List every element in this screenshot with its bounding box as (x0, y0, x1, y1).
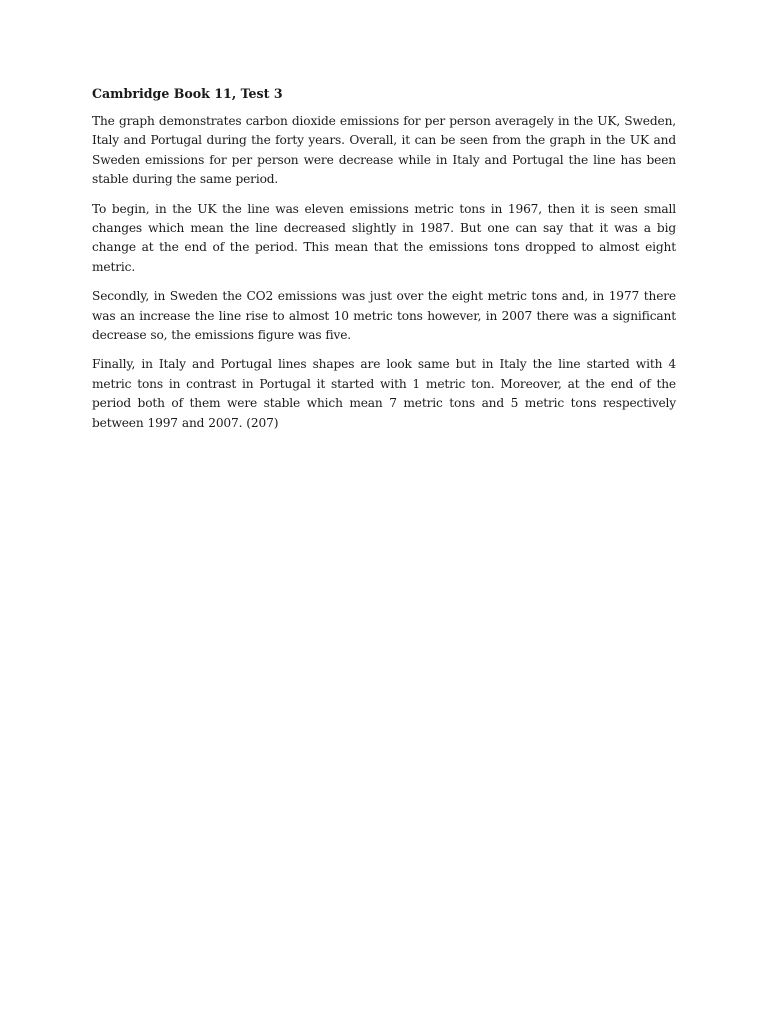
document-title: Cambridge Book 11, Test 3 (92, 86, 283, 101)
paragraph-sweden: Secondly, in Sweden the CO2 emissions was just over the eight metric tons and, in 1977 there was an increase the line rise to almost 10 metric tons however, in 2007 there was a significant decrease so, the emissions figure was five. (92, 289, 676, 343)
paragraph-introduction: The graph demonstrates carbon dioxide emissions for per person averagely in the UK, Sweden, Italy and Portugal during the forty years. Overall, it can be seen from the graph in the UK and Sweden emissions for per person were decrease while in Italy and Portugal the line has been stable during the same period. (92, 114, 676, 187)
paragraph-uk: To begin, in the UK the line was eleven emissions metric tons in 1967, then it is seen small changes which mean the line decreased slightly in 1987. But one can say that it was a big change at the end of the period. This mean that the emissions tons dropped to almost eight metric. (92, 201, 676, 274)
paragraph-italy-portugal: Finally, in Italy and Portugal lines shapes are look same but in Italy the line started with 4 metric tons in contrast in Portugal it started with 1 metric ton. Moreover, at the end of the period both of them were stable which mean 7 metric tons and 5 metric tons respectively between 1997 and 2007. (207) (92, 357, 676, 430)
document-body (92, 84, 676, 443)
